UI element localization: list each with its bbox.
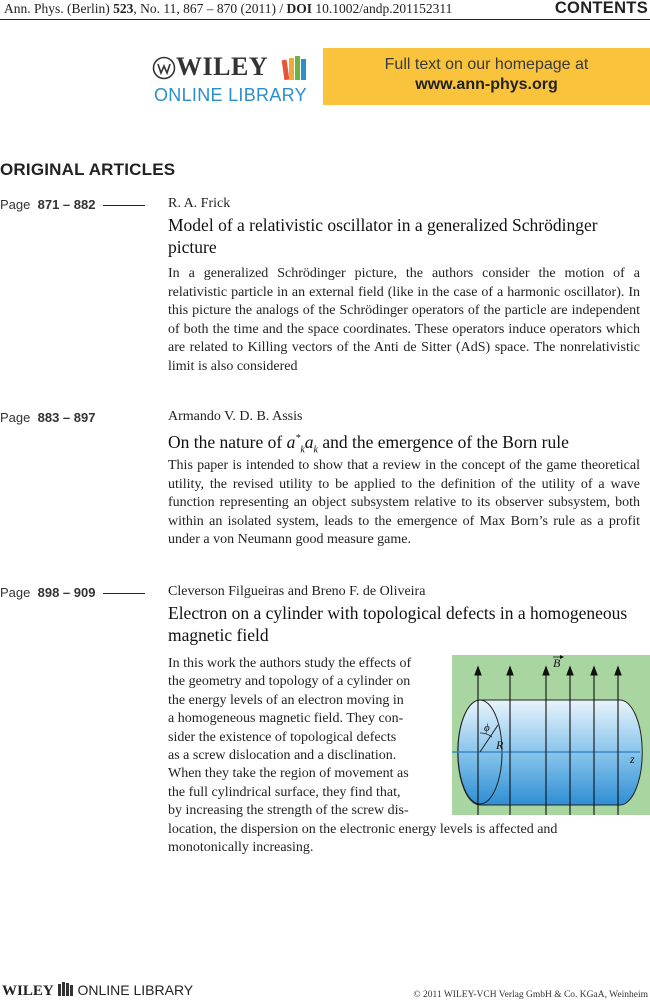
abstract-line: In this work the authors study the effects of [168, 656, 412, 671]
article-1-authors: R. A. Frick [168, 196, 231, 211]
article-1-abstract: In a generalized Schrödinger picture, the authors consider the motion of a relativistic particle in an external field (like in the case of a harmonic oscillator). In this picture the analogs of the Schrödinger operators of the particle are independent of both the time and the space coordinates. These operators induce operators which are related to Killing vectors of the Anti de Sitter (AdS) space. The nonrelativistic limit is also considered [168, 266, 640, 374]
axis-label-z: z [630, 752, 635, 766]
abstract-line: as a screw dislocation and a disclination. [168, 748, 397, 764]
title-math: $a^*_ka_k$ [286, 431, 318, 456]
banner-text: Full text on our homepage at [384, 56, 589, 73]
article-3-page-ref[interactable] [0, 585, 145, 600]
abstract-line: the geometry and topology of a cylinder on [168, 674, 411, 690]
books-icon [58, 982, 74, 996]
page-label: Page [0, 197, 31, 212]
doi-label: DOI [286, 1, 313, 16]
article-3-authors: Cleverson Filgueiras and Breno F. de Oliveira [168, 584, 426, 599]
footer-wiley: WILEY [2, 983, 54, 999]
section-title: ORIGINAL ARTICLES [0, 160, 176, 179]
article-3-title[interactable]: Electron on a cylinder with topological defects in a homogeneous magnetic field [168, 603, 628, 645]
header-rule [0, 19, 650, 20]
wiley-wordmark: WILEY [176, 52, 269, 81]
title-text-post: and the emergence of the Born rule [317, 431, 569, 452]
page-range: 898 – 909 [37, 585, 96, 600]
leader-line [103, 205, 145, 206]
journal-citation [4, 1, 452, 17]
footer-online-library: ONLINE LIBRARY [77, 982, 194, 998]
article-1-title[interactable]: Model of a relativistic oscillator in a generalized Schrödinger picture [168, 215, 598, 257]
title-text-pre: On the nature of [168, 431, 287, 452]
article-1-page-ref[interactable] [0, 197, 145, 212]
article-2-page-ref[interactable] [0, 410, 95, 425]
abstract-line: the full cylindrical surface, they find that, [168, 784, 401, 800]
page-label: Page [0, 410, 31, 425]
online-library-wordmark: ONLINE LIBRARY [154, 85, 307, 105]
homepage-banner[interactable] [323, 48, 650, 105]
leader-line [103, 593, 145, 594]
radius-label: R [496, 738, 504, 752]
footer-logo[interactable] [2, 982, 193, 1000]
abstract-line: When they take the region of movement as [168, 766, 409, 782]
cylinder-figure [452, 655, 650, 815]
abstract-line: the energy levels of an electron moving in [168, 692, 404, 708]
doi-link[interactable]: 10.1002/andp.201152311 [312, 1, 453, 16]
books-icon [280, 52, 310, 82]
wiley-seal-icon [152, 56, 176, 80]
wiley-online-library-logo[interactable] [152, 52, 312, 108]
journal-volume: 523 [113, 1, 134, 16]
abstract-line: sider the existence of topological defects [168, 729, 397, 745]
journal-name: Ann. Phys. (Berlin) [4, 1, 110, 16]
article-3-abstract-tail: location, the dispersion on the electronic energy levels is affected and monotonically increasing. [168, 822, 558, 856]
abstract-line: a homogeneous magnetic field. They con- [168, 711, 404, 727]
contents-heading: CONTENTS [554, 0, 648, 17]
page-label: Page [0, 585, 31, 600]
abstract-line: by increasing the strength of the screw dis- [168, 803, 409, 819]
page-range: 883 – 897 [37, 410, 96, 425]
banner-url[interactable]: www.ann-phys.org [415, 76, 558, 93]
article-3-abstract [168, 655, 438, 821]
article-2-authors: Armando V. D. B. Assis [168, 409, 303, 424]
article-2-abstract: This paper is intended to show that a review in the concept of the game theoretical utility, the revised utility to be applied to the definition of the utility of a wave function representing an object subsystem relative to its observer subsystem, both within an isolated system, leads to the emergence of Max Born’s rule as a profit under a von Neumann good measure game. [168, 458, 640, 547]
copyright-notice: © 2011 WILEY-VCH Verlag GmbH & Co. KGaA, Weinheim [413, 990, 648, 1000]
page-range: 871 – 882 [37, 197, 96, 212]
field-label-B: B [553, 656, 561, 670]
angle-label: ϕ [484, 722, 490, 734]
journal-issue-pages: , No. 11, 867 – 870 (2011) / [133, 1, 287, 16]
